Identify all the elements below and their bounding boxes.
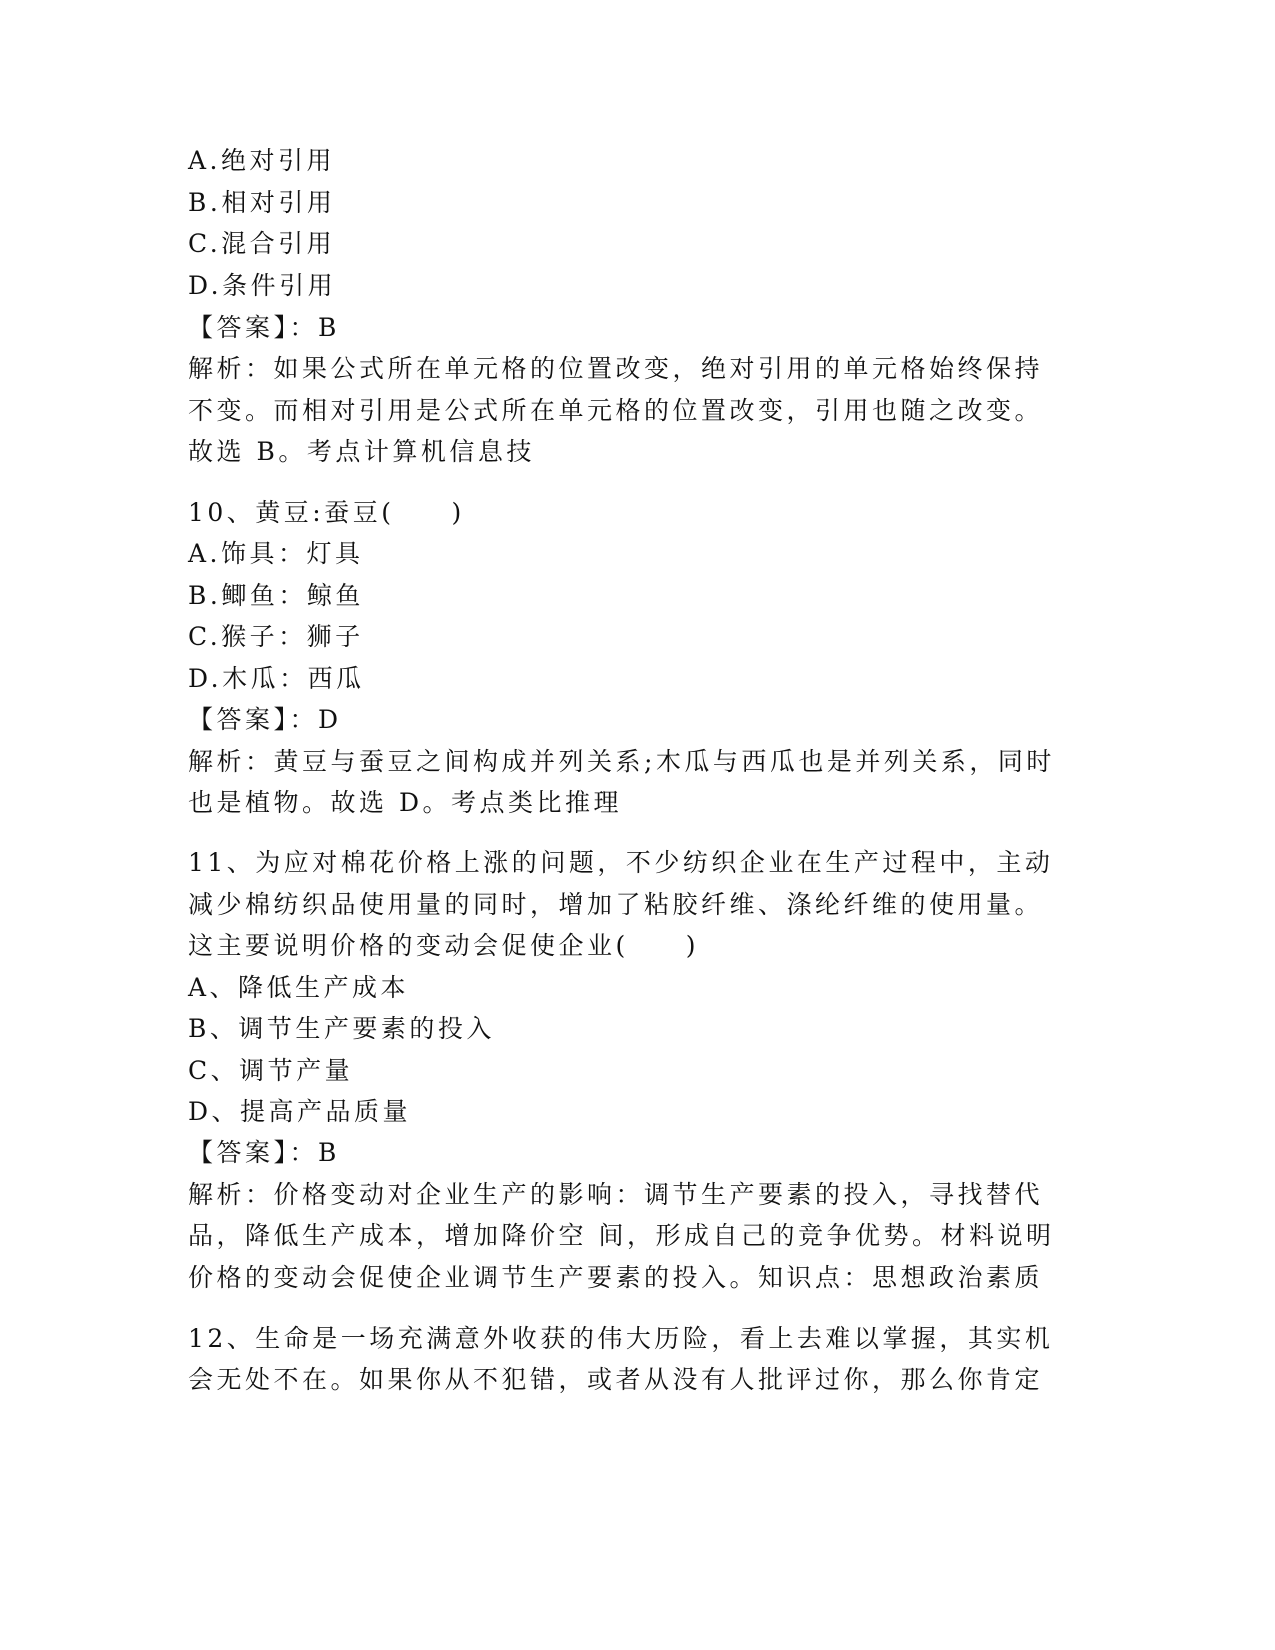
question-line: 11、为应对棉花价格上涨的问题，不少纺织企业在生产过程中，主动 (188, 848, 1054, 877)
question-line: 会无处不在。如果你从不犯错，或者从没有人批评过你，那么你肯定 (188, 1365, 1044, 1394)
option-a: A.饰具：灯具 (188, 539, 364, 568)
option-a: A、降低生产成本 (188, 973, 410, 1002)
answer: 【答案】：B (188, 1138, 340, 1167)
option-a: A.绝对引用 (188, 146, 336, 175)
answer: 【答案】：B (188, 313, 340, 342)
option-b: B、调节生产要素的投入 (188, 1014, 495, 1043)
option-c: C.混合引用 (188, 229, 336, 258)
option-b: B.鲫鱼：鲸鱼 (188, 581, 364, 610)
analysis-line: 解析：如果公式所在单元格的位置改变，绝对引用的单元格始终保持 (188, 354, 1044, 383)
analysis-line: 也是植物。故选 D。考点类比推理 (188, 788, 622, 817)
analysis-line: 解析：黄豆与蚕豆之间构成并列关系;木瓜与西瓜也是并列关系，同时 (188, 747, 1055, 776)
option-b: B.相对引用 (188, 188, 336, 217)
option-d: D.条件引用 (188, 271, 337, 300)
option-d: D、提高产品质量 (188, 1097, 412, 1126)
question-line: 这主要说明价格的变动会促使企业( ) (188, 931, 700, 960)
option-c: C.猴子：狮子 (188, 622, 364, 651)
analysis-line: 品，降低生产成本，增加降价空 间，形成自己的竞争优势。材料说明 (188, 1221, 1055, 1250)
question-line: 减少棉纺织品使用量的同时，增加了粘胶纤维、涤纶纤维的使用量。 (188, 890, 1044, 919)
question-title: 10、黄豆:蚕豆( ) (188, 498, 465, 527)
question-line: 12、生命是一场充满意外收获的伟大历险，看上去难以掌握，其实机 (188, 1324, 1054, 1353)
answer: 【答案】：D (188, 705, 342, 734)
analysis-line: 不变。而相对引用是公式所在单元格的位置改变，引用也随之改变。 (188, 396, 1044, 425)
option-c: C、调节产量 (188, 1056, 354, 1085)
analysis-line: 解析：价格变动对企业生产的影响：调节生产要素的投入，寻找替代 (188, 1180, 1044, 1209)
option-d: D.木瓜：西瓜 (188, 664, 365, 693)
analysis-line: 价格的变动会促使企业调节生产要素的投入。知识点：思想政治素质 (188, 1263, 1044, 1292)
analysis-line: 故选 B。考点计算机信息技 (188, 437, 535, 466)
